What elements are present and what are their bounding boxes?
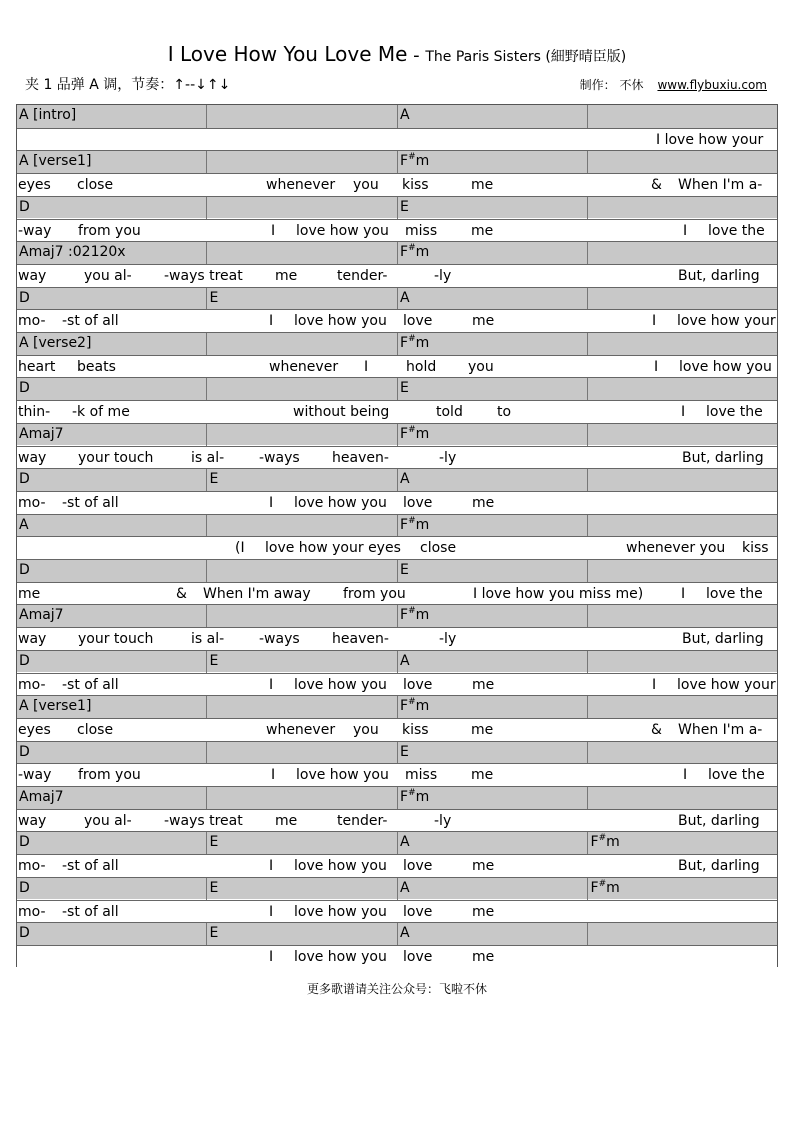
lyric-segment: love [403,903,433,920]
lyric-segment: way [18,449,47,466]
chord-cell [589,105,779,128]
lyric-segment: -way [18,767,52,784]
lyric-row [17,809,777,832]
chord-row [17,468,777,491]
lyric-segment: me [472,903,495,920]
lyric-segment: me [472,494,495,511]
chord-cell [589,651,779,674]
chord-cell: D [17,742,207,765]
lyric-segment: whenever you [626,540,726,557]
lyric-segment: miss [405,222,438,239]
lyric-segment: you al- [84,267,132,284]
chord-cell [589,742,779,765]
lyric-segment: I [683,222,688,239]
chord-cell: A [398,651,588,674]
chord-cell [589,151,779,174]
lyric-segment: love [403,676,433,693]
song-title: I Love How You Love Me [167,42,408,66]
lyric-segment: love [403,494,433,511]
chord-cell [208,605,398,628]
lyric-segment: When I'm a- [678,177,763,194]
lyric-segment: from you [78,767,141,784]
lyric-segment: & [651,177,662,194]
lyric-segment: I [269,676,274,693]
chord-cell: Amaj7 [17,605,207,628]
lyric-segment: I [683,767,688,784]
chord-row [17,332,777,355]
lyric-segment: But, darling [682,631,764,648]
lyric-segment: -st of all [62,494,119,511]
chord-row [17,150,777,173]
chord-cell: F#m [590,878,620,896]
chord-cell: A [398,923,588,946]
chord-cell [208,424,398,447]
chord-cell: D [17,378,207,401]
lyric-segment: -st of all [62,676,119,693]
lyric-segment: love [403,948,433,965]
lyric-segment: kiss [402,177,429,194]
chord-row [17,877,777,900]
chord-cell: A [intro] [17,105,207,128]
chord-cell: D [17,878,207,901]
lyric-row [17,173,777,196]
lyric-segment: beats [77,358,116,375]
chord-cell [208,242,398,265]
lyric-segment: I [271,767,276,784]
lyric-segment: -ways treat [164,267,243,284]
lyric-segment: I love how your [656,131,764,148]
footer-note: 更多歌谱请关注公众号：飞啦不休 [306,982,487,996]
chord-cell [589,923,779,946]
lyric-segment: -k of me [72,404,130,421]
chord-cell [208,197,398,220]
chord-cell: E [398,197,588,220]
lyric-segment: way [18,812,47,829]
chord-cell: E [208,878,398,901]
lyric-segment: When I'm a- [678,721,763,738]
lyric-segment: tender- [337,812,388,829]
lyric-segment: love the [708,222,765,239]
lyric-segment: I [364,358,369,375]
lyric-segment: kiss [742,540,769,557]
lyric-segment: -ways [259,631,300,648]
lyric-segment: way [18,631,47,648]
lyric-row [17,763,777,786]
chord-cell: D [17,469,207,492]
lyric-segment: I [269,858,274,875]
title-dash: - [407,45,426,66]
chord-cell: A [17,515,207,538]
lyric-segment: I [269,948,274,965]
lyric-segment: -st of all [62,313,119,330]
lyric-segment: eyes [18,177,51,194]
lyric-segment: me [275,267,298,284]
lyric-segment: heaven- [332,631,389,648]
lyric-segment: love the [708,767,765,784]
chord-cell: E [398,560,588,583]
chord-row [17,741,777,764]
lyric-segment: miss [405,767,438,784]
chord-cell: A [398,469,588,492]
lyric-segment: love the [706,404,763,421]
chord-cell: F#m [398,333,588,356]
credit-website-link[interactable]: www.flybuxiu.com [657,78,767,92]
lyric-segment: -way [18,222,52,239]
lyric-row [17,718,777,741]
lyric-segment: me [471,721,494,738]
chord-cell [589,424,779,447]
lyric-segment: I love how you miss me) [473,585,644,602]
chord-cell [589,469,779,492]
chord-cell [208,742,398,765]
lyric-segment: -st of all [62,858,119,875]
lyric-segment: love how you [294,948,387,965]
lyric-segment: me [472,313,495,330]
lyric-row [17,219,777,242]
chord-sheet [16,104,778,967]
chord-cell [208,333,398,356]
chord-row [17,650,777,673]
chord-cell [589,515,779,538]
lyric-row [17,355,777,378]
lyric-segment: love how you [296,767,389,784]
chord-cell: A [398,878,588,901]
lyric-segment: I [652,313,657,330]
lyric-row [17,264,777,287]
lyric-segment: love how your [677,676,776,693]
chord-row [17,559,777,582]
chord-row [17,105,777,128]
chord-row [17,423,777,446]
chord-cell: F#m [398,515,588,538]
lyric-segment: hold [406,358,437,375]
lyric-segment: -st of all [62,903,119,920]
chord-cell: F#m [398,605,588,628]
lyric-segment: But, darling [678,812,760,829]
lyric-segment: & [651,721,662,738]
lyric-segment: is al- [191,449,225,466]
chord-cell [589,242,779,265]
lyric-segment: love how you [294,494,387,511]
chord-cell: Amaj7 [17,787,207,810]
lyric-segment: love [403,313,433,330]
lyric-segment: heaven- [332,449,389,466]
lyric-segment: kiss [402,721,429,738]
lyric-segment: told [436,404,463,421]
lyric-segment: love how you [296,222,389,239]
lyric-segment: I [269,903,274,920]
chord-cell: D [17,288,207,311]
chord-cell [208,515,398,538]
chord-cell: A [398,288,588,311]
chord-cell: A [verse1] [17,696,207,719]
lyric-segment: me [472,948,495,965]
credit-line [580,76,767,93]
lyric-segment: from you [343,585,406,602]
lyric-segment: But, darling [678,267,760,284]
chord-cell [208,560,398,583]
lyric-segment: me [275,812,298,829]
chord-cell [589,333,779,356]
lyric-segment: me [472,858,495,875]
lyric-segment: me [18,585,41,602]
lyric-segment: I [681,404,686,421]
chord-cell [208,378,398,401]
chord-cell: E [208,469,398,492]
chord-row [17,604,777,627]
chord-row [17,695,777,718]
chord-cell: D [17,560,207,583]
chord-row [17,196,777,219]
lyric-row [17,309,777,332]
lyric-segment: whenever [269,358,339,375]
lyric-segment: But, darling [678,858,760,875]
chord-row [17,831,777,854]
chord-cell [589,197,779,220]
lyric-row [17,446,777,469]
chord-cell: A [verse2] [17,333,207,356]
chord-cell: E [398,378,588,401]
lyric-segment: you [468,358,494,375]
chord-row [17,514,777,537]
lyric-segment: (I [235,540,245,557]
lyric-segment: me [471,222,494,239]
lyric-segment: -ly [439,449,457,466]
chord-cell [208,105,398,128]
chord-cell: F#m [398,242,588,265]
lyric-segment: mo- [18,676,46,693]
lyric-segment: I [269,494,274,511]
lyric-row [17,536,777,559]
chord-cell: Amaj7 :02120x [17,242,207,265]
lyric-segment: love how you [679,358,772,375]
chord-cell: F#m [398,151,588,174]
song-artist: The Paris Sisters (細野晴臣版) [425,49,627,65]
lyric-segment: -ways [259,449,300,466]
lyric-segment: I [681,585,686,602]
chord-cell: E [208,832,398,855]
chord-cell [589,560,779,583]
chord-cell: F#m [590,833,620,851]
lyric-segment: -ly [434,812,452,829]
chord-cell [589,378,779,401]
lyric-segment: close [77,721,114,738]
lyric-row [17,900,777,923]
lyric-segment: tender- [337,267,388,284]
chord-cell: D [17,197,207,220]
lyric-segment: me [471,177,494,194]
lyric-segment: love how your [677,313,776,330]
chord-cell: F#m [398,696,588,719]
lyric-segment: -ly [439,631,457,648]
lyric-row [17,128,777,151]
lyric-segment: mo- [18,858,46,875]
lyric-row [17,400,777,423]
chord-row [17,786,777,809]
lyric-segment: love how your eyes [265,540,401,557]
lyric-segment: When I'm away [203,585,311,602]
chord-cell [208,696,398,719]
lyric-row [17,945,777,968]
lyric-segment: eyes [18,721,51,738]
lyric-segment: mo- [18,494,46,511]
chord-row [17,922,777,945]
lyric-segment: close [77,177,114,194]
chord-cell: D [17,651,207,674]
lyric-segment: I [652,676,657,693]
chord-cell: E [398,742,588,765]
lyric-segment: thin- [18,404,51,421]
lyric-segment: to [497,404,512,421]
lyric-segment: love how you [294,858,387,875]
lyric-segment: love the [706,585,763,602]
chord-cell [208,787,398,810]
chord-cell [589,288,779,311]
chord-row [17,377,777,400]
lyric-segment: heart [18,358,56,375]
chord-cell: F#m [398,424,588,447]
chord-cell: D [17,832,207,855]
lyric-segment: whenever [266,721,336,738]
lyric-segment: whenever [266,177,336,194]
lyric-row [17,673,777,696]
lyric-segment: close [420,540,457,557]
capo-key-rhythm: 夹 1 品弹 A 调，节奏：↑--↓↑↓ [25,77,231,93]
chord-cell: A [398,105,588,128]
chord-row [17,241,777,264]
lyric-segment: I [271,222,276,239]
credit-author: 制作： 不休 [579,78,644,92]
lyric-segment: -ways treat [164,812,243,829]
chord-cell: A [398,832,588,855]
lyric-segment: love how you [294,903,387,920]
lyric-row [17,854,777,877]
lyric-segment: without being [293,404,390,421]
lyric-segment: me [471,767,494,784]
lyric-segment: your touch [78,631,154,648]
chord-cell [589,696,779,719]
lyric-segment: you [353,721,379,738]
chord-cell: Amaj7 [17,424,207,447]
chord-cell: E [208,651,398,674]
chord-cell: F#m [398,787,588,810]
lyric-segment: you [353,177,379,194]
lyric-segment: I [269,313,274,330]
lyric-row [17,491,777,514]
song-title-line [0,42,794,66]
lyric-segment: -ly [434,267,452,284]
lyric-segment: is al- [191,631,225,648]
lyric-segment: way [18,267,47,284]
lyric-segment: mo- [18,903,46,920]
chord-cell: E [208,288,398,311]
lyric-segment: love [403,858,433,875]
chord-cell: A [verse1] [17,151,207,174]
lyric-segment: you al- [84,812,132,829]
lyric-segment: from you [78,222,141,239]
chord-cell [208,151,398,174]
lyric-segment: & [176,585,187,602]
chord-cell [589,787,779,810]
lyric-row [17,582,777,605]
lyric-row [17,627,777,650]
lyric-segment: mo- [18,313,46,330]
chord-cell: E [208,923,398,946]
chord-cell: D [17,923,207,946]
lyric-segment: love how you [294,676,387,693]
lyric-segment: love how you [294,313,387,330]
lyric-segment: I [654,358,659,375]
lyric-segment: your touch [78,449,154,466]
lyric-segment: me [472,676,495,693]
lyric-segment: But, darling [682,449,764,466]
chord-cell [589,605,779,628]
chord-row [17,287,777,310]
